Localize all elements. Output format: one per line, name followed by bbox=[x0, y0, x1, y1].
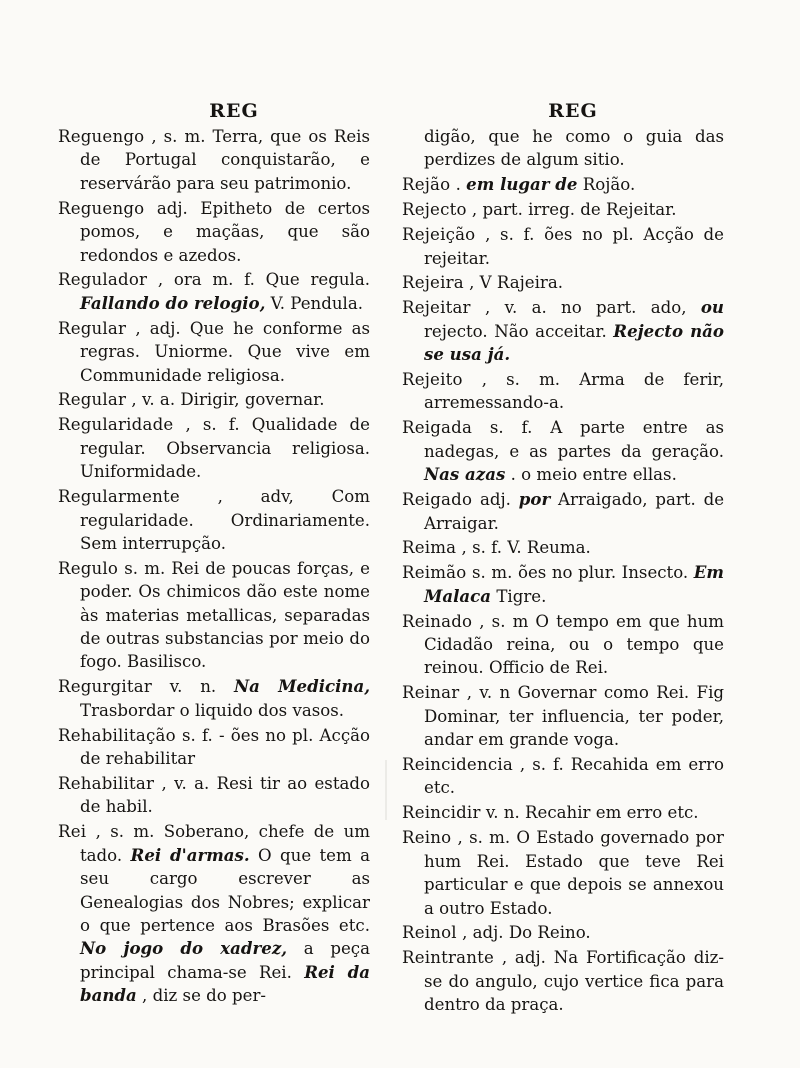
entry-definition-text: , s. m. O Estado governado por hum Rei. Estado que teve Rei particular e que depois se annexou a outro Estado. bbox=[424, 828, 724, 918]
entry-definition-text: , v. a. Dirigir, governar. bbox=[126, 390, 325, 410]
bleed-through-mark bbox=[385, 760, 387, 820]
entry-headword: Rejeira bbox=[402, 273, 464, 293]
entry-definition-text: , v. a. Resi tir ao estado de habil. bbox=[80, 773, 370, 817]
entry-definition-text: v. n. bbox=[151, 677, 234, 697]
entry-definition-text: , s. f. V. Reuma. bbox=[456, 538, 591, 558]
dictionary-entry bbox=[402, 488, 724, 535]
left-running-head: REG bbox=[209, 100, 259, 122]
entry-italic-text: Em Malaca bbox=[424, 562, 724, 606]
entry-headword: Rehabilitação bbox=[58, 725, 176, 745]
entry-definition-text: , s. f. Qualidade de regular. Observancia religiosa. Uniformidade. bbox=[80, 415, 370, 482]
entry-italic-text: Nas azas bbox=[424, 464, 506, 485]
entry-headword: Regulador bbox=[58, 270, 148, 290]
dictionary-entry bbox=[402, 561, 724, 608]
entry-italic-text: No jogo do xadrez, bbox=[80, 938, 288, 959]
entry-headword: Reinar bbox=[402, 683, 460, 703]
dictionary-entry bbox=[58, 557, 370, 674]
entry-headword: Reigada bbox=[402, 418, 473, 438]
entry-definition-text: , s. f. Recahida em erro etc. bbox=[424, 755, 724, 798]
entry-definition-text: , V Rajeira. bbox=[463, 273, 564, 293]
entry-headword: Rejeitar bbox=[402, 298, 471, 318]
entry-headword: Rejão bbox=[402, 175, 451, 195]
entry-headword: Reintrante bbox=[402, 948, 494, 968]
entry-definition-text: . o meio entre ellas. bbox=[505, 465, 677, 485]
entry-headword: Reguengo bbox=[58, 198, 145, 218]
dictionary-entry bbox=[402, 921, 724, 944]
entry-definition-text: , v. n Governar como Rei. Fig Dominar, ter influencia, ter poder, andar em grande voga. bbox=[424, 683, 724, 750]
entry-headword: Regularmente bbox=[58, 487, 180, 507]
entry-definition-text: s. f. - ões no pl. Acção de rehabilitar bbox=[80, 725, 370, 769]
entry-headword: Reima bbox=[402, 538, 457, 558]
entry-definition-text: v. n. Recahir em erro etc. bbox=[480, 803, 699, 823]
entry-headword: Reinol bbox=[402, 923, 457, 943]
entry-headword: Rejeição bbox=[402, 225, 476, 245]
dictionary-entry bbox=[402, 173, 724, 196]
dictionary-entry bbox=[58, 125, 370, 195]
dictionary-entry bbox=[58, 485, 370, 555]
entry-italic-text: Fallando do relogio, bbox=[80, 292, 266, 313]
entry-definition-text: , s. m. Arma de ferir, arremessando-a. bbox=[424, 370, 724, 413]
entry-headword: Rejecto bbox=[402, 200, 467, 220]
entry-definition-text: , adj. Na Fortificação diz-se do angulo, cujo vertice fica para dentro da praça. bbox=[424, 948, 724, 1015]
entry-definition-text: , part. irreg. de Rejeitar. bbox=[466, 200, 677, 220]
entry-definition-text: , adv, Com regularidade. Ordinariamente. Sem interrupção. bbox=[80, 487, 370, 553]
right-entry-list bbox=[402, 173, 724, 1016]
entry-headword: Reino bbox=[402, 828, 452, 848]
entry-definition-text: Tigre. bbox=[491, 586, 547, 606]
entry-definition-text: , adj. Do Reino. bbox=[456, 923, 591, 943]
entry-definition-text: Rojão. bbox=[577, 175, 636, 195]
entry-italic-text: Na Medicina, bbox=[233, 676, 371, 697]
entry-definition-text: V. Pendula. bbox=[265, 293, 363, 313]
entry-definition-text: . bbox=[450, 175, 467, 195]
entry-definition-text: adj. bbox=[472, 490, 519, 510]
entry-headword: Reincidencia bbox=[402, 755, 513, 775]
entry-definition-text: s. m. ões no plur. Insecto. bbox=[466, 563, 694, 583]
dictionary-entry bbox=[402, 271, 724, 294]
dictionary-entry bbox=[58, 820, 370, 1007]
entry-italic-text: ou bbox=[700, 297, 724, 318]
entry-definition-text: adj. Epitheto de certos pomos, e maçãas, que são redondos e azedos. bbox=[80, 198, 370, 265]
entry-headword: Reinado bbox=[402, 611, 473, 631]
entry-definition-text: rejecto. Não acceitar. bbox=[424, 321, 614, 341]
entry-definition-text: s. f. A parte entre as nadegas, e as partes da geração. bbox=[424, 418, 724, 461]
dictionary-entry bbox=[402, 801, 724, 824]
dictionary-entry bbox=[58, 388, 370, 411]
entry-headword: Reincidir bbox=[402, 803, 481, 823]
entry-definition-text: , ora m. f. Que regula. bbox=[147, 270, 370, 290]
entry-definition-text: Arraigado, part. de Arraigar. bbox=[424, 490, 725, 533]
entry-italic-text: por bbox=[518, 489, 551, 510]
right-running-head: REG bbox=[548, 100, 598, 122]
entry-headword: Regular bbox=[58, 390, 127, 410]
entry-italic-text: em lugar de bbox=[466, 174, 578, 195]
entry-headword: Rei bbox=[58, 822, 87, 842]
entry-headword: Reimão bbox=[402, 563, 467, 583]
dictionary-entry bbox=[402, 198, 724, 221]
entry-definition-text: , adj. Que he conforme as regras. Uniorme. Que vive em Communidade religiosa. bbox=[80, 318, 370, 385]
left-column bbox=[58, 100, 370, 1009]
dictionary-entry bbox=[402, 753, 724, 800]
dictionary-entry bbox=[58, 772, 370, 819]
entry-italic-text: Rei d'armas. bbox=[130, 844, 250, 865]
continued-entry-text: digão, que he como o guia das perdizes de algum sitio. bbox=[424, 127, 724, 170]
entry-definition-text: , s. m. Terra, que os Reis de Portugal conquistarão, e reservárão para seu patrimonio. bbox=[80, 127, 370, 193]
entry-headword: Rejeito bbox=[402, 370, 463, 390]
dictionary-entry bbox=[402, 296, 724, 366]
dictionary-entry bbox=[402, 946, 724, 1016]
entry-definition-text: , s. m O tempo em que hum Cidadão reina, ou o tempo que reinou. Officio de Rei. bbox=[424, 611, 724, 678]
entry-definition-text: , s. f. ões no pl. Acção de rejeitar. bbox=[424, 225, 724, 268]
dictionary-entry bbox=[58, 675, 370, 722]
dictionary-entry bbox=[58, 317, 370, 387]
dictionary-entry bbox=[402, 536, 724, 559]
dictionary-entry bbox=[402, 681, 724, 751]
entry-definition-text: a peça principal chama-se Rei. bbox=[80, 939, 370, 982]
entry-italic-text: Rei da banda bbox=[80, 961, 370, 1006]
dictionary-entry bbox=[402, 416, 724, 486]
dictionary-entry bbox=[58, 197, 370, 267]
entry-headword: Regulo bbox=[58, 558, 119, 578]
dictionary-entry bbox=[402, 610, 724, 680]
entry-definition-text: O que tem a seu cargo escrever as Genealogias dos Nobres; explicar o que pertence aos Brasões etc. bbox=[80, 845, 370, 935]
entry-definition-text: , v. a. no part. ado, bbox=[470, 298, 701, 318]
entry-definition-text: Trasbordar o liquido dos vasos. bbox=[80, 700, 345, 720]
entry-headword: Regurgitar bbox=[58, 677, 152, 697]
dictionary-entry bbox=[402, 368, 724, 415]
entry-italic-text: Rejecto não se usa já. bbox=[424, 320, 724, 365]
dictionary-entry bbox=[402, 826, 724, 920]
dictionary-entry bbox=[402, 223, 724, 270]
entry-headword: Reguengo bbox=[58, 127, 145, 146]
entry-definition-text: , s. m. Soberano, chefe de um tado. bbox=[80, 822, 370, 865]
dictionary-entry bbox=[58, 724, 370, 771]
dictionary-entry bbox=[58, 413, 370, 483]
entry-definition-text: , diz se do per- bbox=[136, 986, 267, 1006]
entry-headword: Rehabilitar bbox=[58, 773, 155, 793]
entry-headword: Regular bbox=[58, 318, 127, 338]
dictionary-entry bbox=[58, 268, 370, 315]
right-column bbox=[402, 100, 724, 1018]
left-entry-list bbox=[58, 125, 370, 1008]
entry-definition-text: s. m. Rei de poucas forças, e poder. Os chimicos dão este nome às materias metallicas, separadas de outras substancias por meio do fogo. Basilisco. bbox=[80, 558, 370, 672]
entry-headword: Reigado bbox=[402, 490, 473, 510]
entry-headword: Regularidade bbox=[58, 415, 174, 435]
